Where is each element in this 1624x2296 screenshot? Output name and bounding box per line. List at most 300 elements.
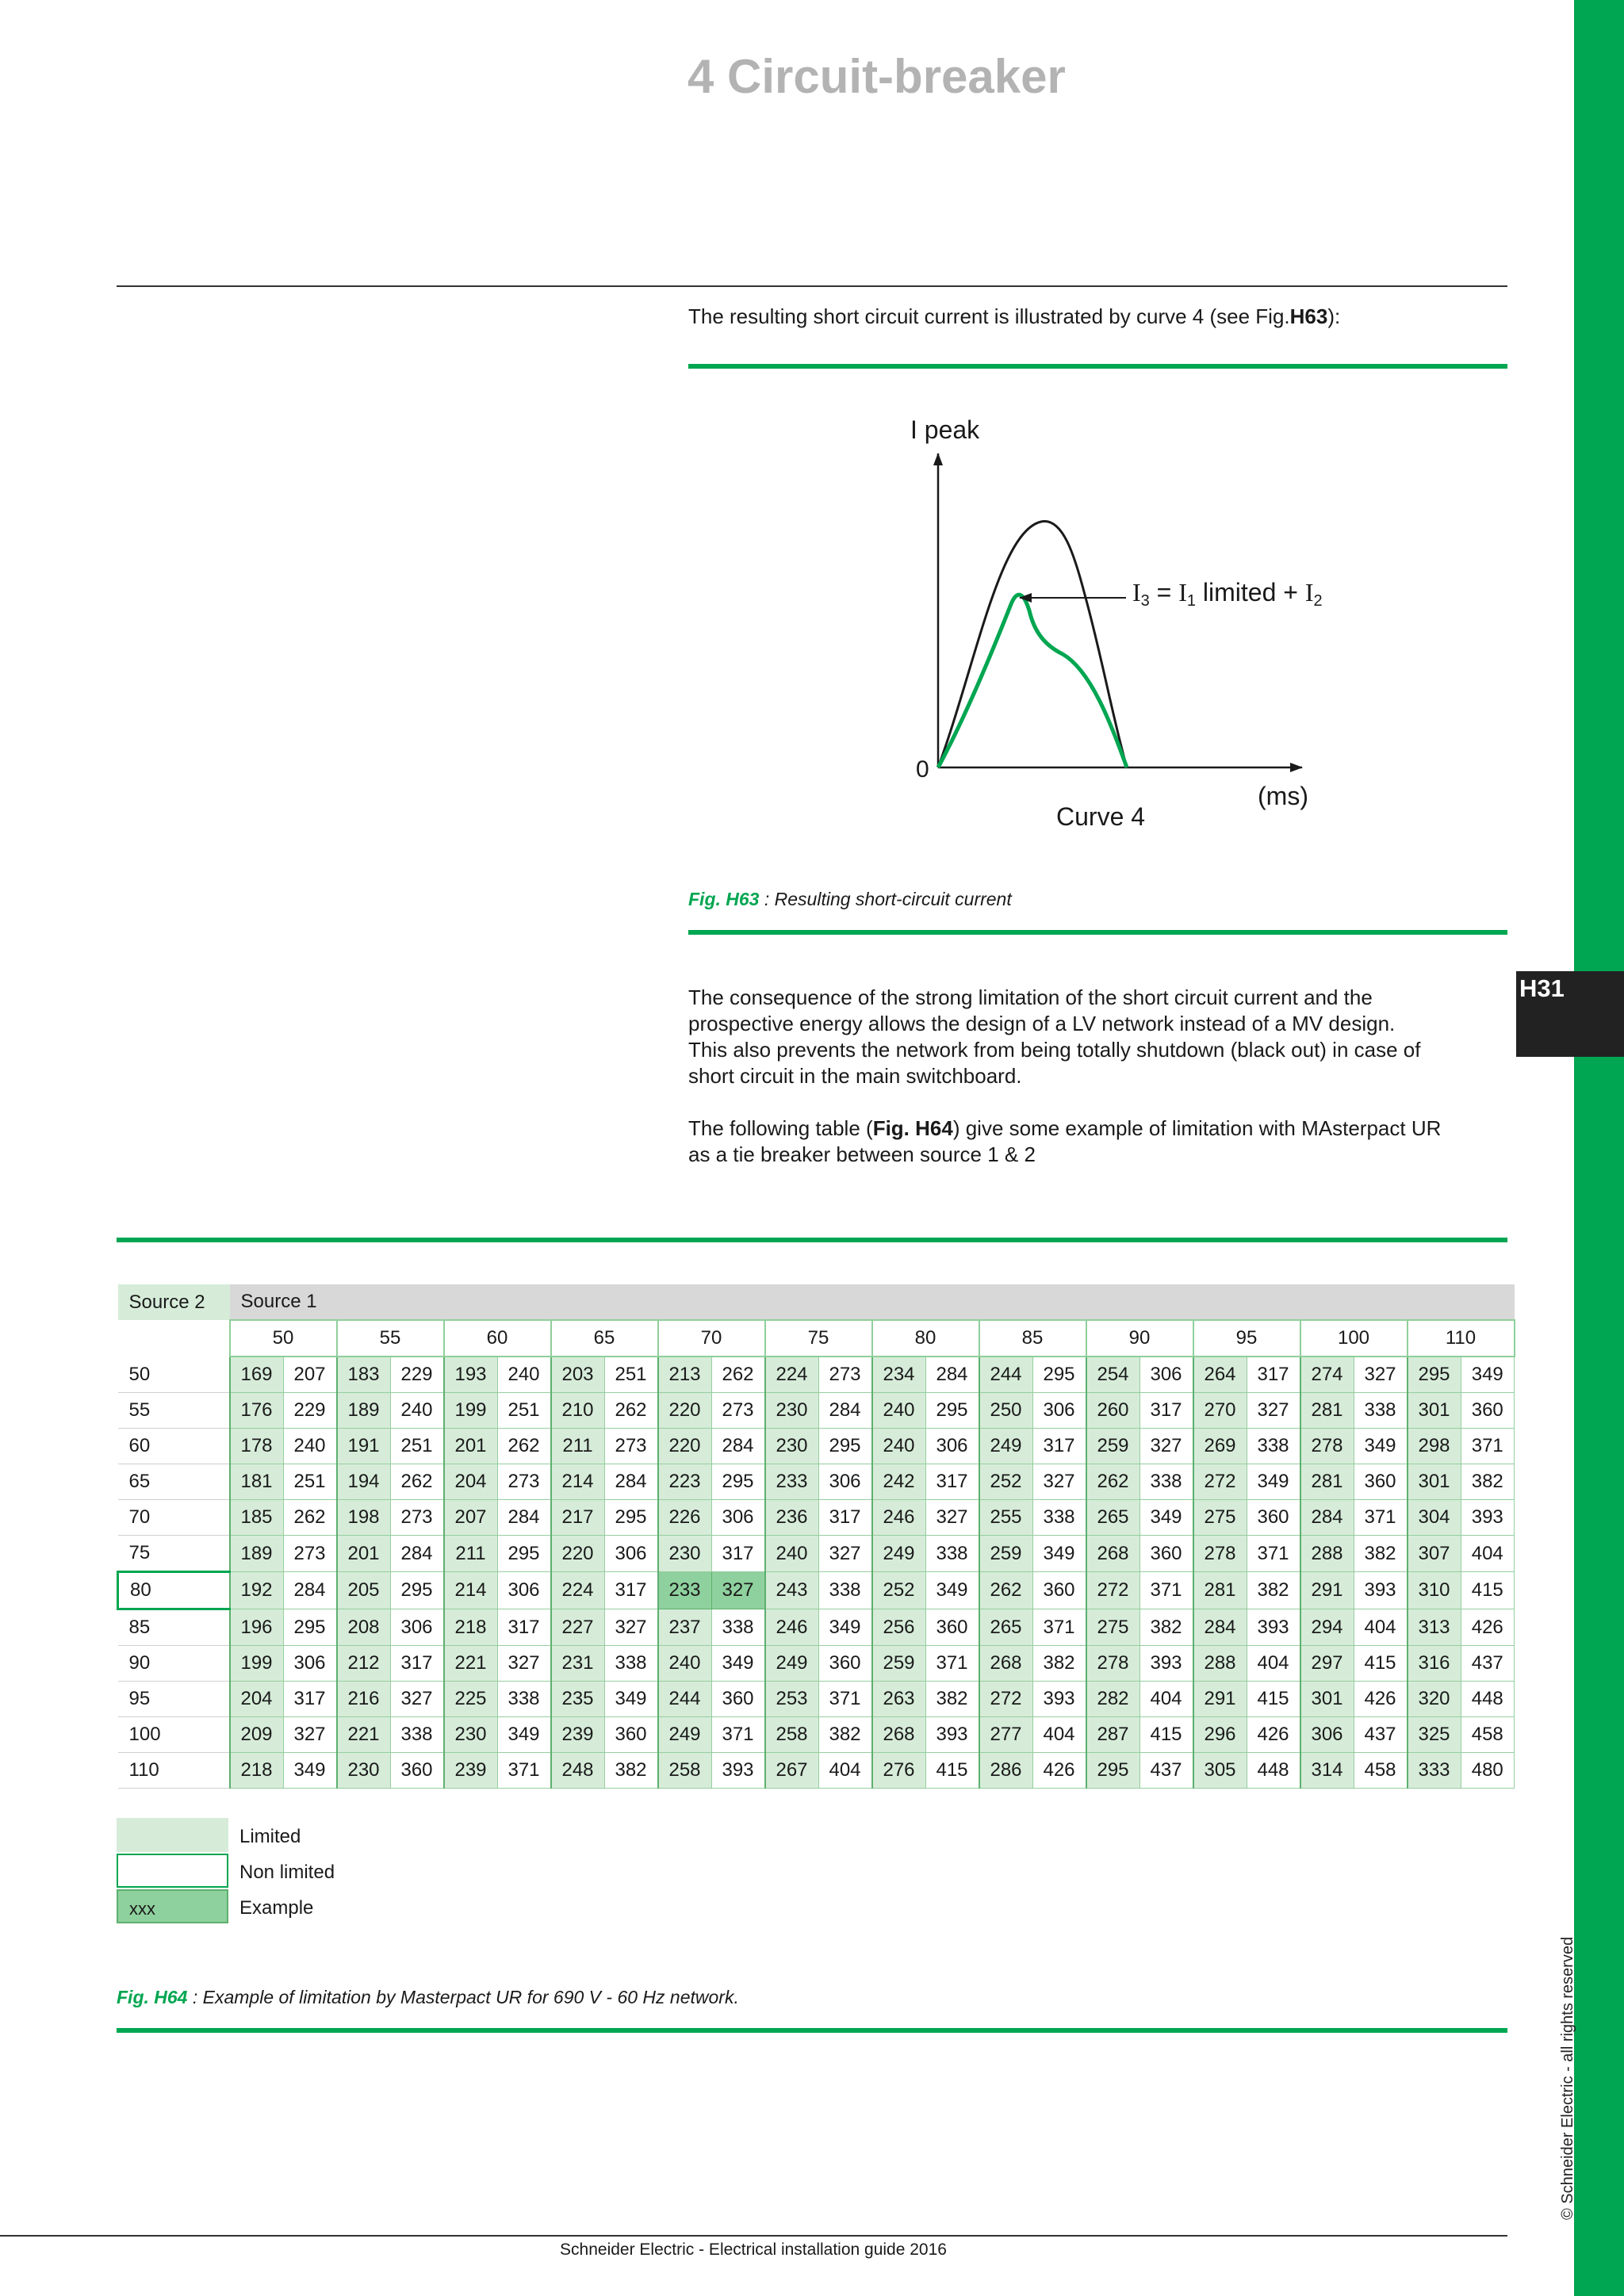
page-number-tab (1516, 971, 1624, 1057)
table-cell: 268 (979, 1646, 1033, 1682)
table-cell: 272 (1086, 1572, 1140, 1609)
table-cell: 415 (1139, 1717, 1193, 1753)
table-cell: 227 (551, 1609, 605, 1646)
table-cell: 240 (658, 1646, 712, 1682)
table-cell: 210 (551, 1393, 605, 1429)
table-cell: 371 (711, 1717, 765, 1753)
row-header: 85 (118, 1609, 230, 1646)
table-cell: 338 (925, 1536, 979, 1572)
table-cell: 371 (1032, 1609, 1086, 1646)
table-cell: 284 (497, 1500, 551, 1536)
table-cell: 393 (1139, 1646, 1193, 1682)
table-cell: 262 (283, 1500, 337, 1536)
table-cell: 262 (711, 1357, 765, 1393)
table-cell: 281 (1193, 1572, 1247, 1609)
table-cell: 224 (551, 1572, 605, 1609)
table-cell: 278 (1300, 1429, 1354, 1464)
column-header: 75 (765, 1320, 872, 1357)
column-header: 70 (658, 1320, 765, 1357)
table-cell: 249 (979, 1429, 1033, 1464)
table-cell: 295 (1086, 1753, 1140, 1789)
table-cell: 327 (390, 1682, 444, 1717)
table-cell: 437 (1139, 1753, 1193, 1789)
table-cell: 371 (1354, 1500, 1408, 1536)
table-cell: 251 (283, 1464, 337, 1500)
table-cell: 338 (604, 1646, 658, 1682)
table-cell: 273 (818, 1357, 872, 1393)
table-cell: 189 (230, 1536, 284, 1572)
table-cell: 298 (1408, 1429, 1461, 1464)
table-cell: 209 (230, 1717, 284, 1753)
table-cell: 254 (1086, 1357, 1140, 1393)
table-cell: 349 (925, 1572, 979, 1609)
row-header: 75 (118, 1536, 230, 1572)
table-cell: 404 (818, 1753, 872, 1789)
table-cell: 291 (1300, 1572, 1354, 1609)
intro-paragraph: The resulting short circuit current is illustrated by curve 4 (see Fig.H63): (688, 304, 1341, 328)
table-row (118, 1464, 1515, 1500)
table-cell: 287 (1086, 1717, 1140, 1753)
table-cell: 259 (872, 1646, 926, 1682)
table-cell: 221 (444, 1646, 498, 1682)
table-cell: 327 (283, 1717, 337, 1753)
table-cell: 218 (230, 1753, 284, 1789)
table-cell: 393 (1032, 1682, 1086, 1717)
table-cell: 338 (818, 1572, 872, 1609)
table-cell: 437 (1354, 1717, 1408, 1753)
table-cell: 393 (1354, 1572, 1408, 1609)
table-cell: 327 (497, 1646, 551, 1682)
table-cell: 207 (444, 1500, 498, 1536)
table-row (118, 1536, 1515, 1572)
table-cell: 349 (1032, 1536, 1086, 1572)
table-cell: 317 (390, 1646, 444, 1682)
table-cell: 349 (283, 1753, 337, 1789)
table-cell: 301 (1408, 1393, 1461, 1429)
table-cell: 207 (283, 1357, 337, 1393)
table-cell: 234 (872, 1357, 926, 1393)
table-cell: 196 (230, 1609, 284, 1646)
table-cell: 382 (1461, 1464, 1515, 1500)
table-cell: 297 (1300, 1646, 1354, 1682)
table-cell: 201 (337, 1536, 391, 1572)
example-cell: 233 (658, 1572, 712, 1609)
table-cell: 185 (230, 1500, 284, 1536)
table-cell: 349 (818, 1609, 872, 1646)
column-header: 60 (444, 1320, 551, 1357)
figure1-caption: Fig. H63 : Resulting short-circuit current (688, 889, 1012, 909)
table-cell: 325 (1408, 1717, 1461, 1753)
table-cell: 214 (551, 1464, 605, 1500)
table-cell: 269 (1193, 1429, 1247, 1464)
table-cell: 295 (390, 1572, 444, 1609)
table-cell: 360 (390, 1753, 444, 1789)
table-row (118, 1393, 1515, 1429)
table-cell: 317 (604, 1572, 658, 1609)
green-side-bar (1574, 0, 1624, 2296)
table-cell: 382 (604, 1753, 658, 1789)
table-cell: 275 (1086, 1609, 1140, 1646)
table-cell: 314 (1300, 1753, 1354, 1789)
table-cell: 251 (604, 1357, 658, 1393)
table-top-rule (117, 1238, 1507, 1242)
prospective-current-curve (938, 521, 1127, 767)
table-cell: 306 (818, 1464, 872, 1500)
table-cell: 415 (1461, 1572, 1515, 1609)
y-axis-label: I peak (910, 415, 980, 444)
table-cell: 393 (1461, 1500, 1515, 1536)
table-cell: 360 (1139, 1536, 1193, 1572)
table-cell: 437 (1461, 1646, 1515, 1682)
table-cell: 231 (551, 1646, 605, 1682)
table-cell: 282 (1086, 1682, 1140, 1717)
table-cell: 304 (1408, 1500, 1461, 1536)
table-cell: 240 (390, 1393, 444, 1429)
table-cell: 393 (1247, 1609, 1300, 1646)
table-cell: 317 (1032, 1429, 1086, 1464)
figure1-top-rule (688, 364, 1507, 369)
column-header-row (118, 1320, 1515, 1357)
table-cell: 230 (765, 1429, 819, 1464)
table-cell: 194 (337, 1464, 391, 1500)
table-row (118, 1717, 1515, 1753)
table-cell: 265 (979, 1609, 1033, 1646)
table-cell: 268 (1086, 1536, 1140, 1572)
table-cell: 249 (765, 1646, 819, 1682)
table-row (118, 1646, 1515, 1682)
table-cell: 327 (925, 1500, 979, 1536)
example-cell: 327 (711, 1572, 765, 1609)
table-cell: 204 (230, 1682, 284, 1717)
table-cell: 252 (872, 1572, 926, 1609)
table-cell: 217 (551, 1500, 605, 1536)
table-cell: 404 (1032, 1717, 1086, 1753)
limited-swatch (117, 1818, 228, 1852)
table-cell: 267 (765, 1753, 819, 1789)
table-cell: 220 (658, 1429, 712, 1464)
row-header: 55 (118, 1393, 230, 1429)
source1-header: Source 1 (230, 1284, 1515, 1320)
table-cell: 268 (872, 1717, 926, 1753)
table-cell: 307 (1408, 1536, 1461, 1572)
table-cell: 221 (337, 1717, 391, 1753)
table-cell: 371 (818, 1682, 872, 1717)
table-cell: 327 (818, 1536, 872, 1572)
table-cell: 349 (497, 1717, 551, 1753)
table-cell: 244 (979, 1357, 1033, 1393)
table-cell: 251 (497, 1393, 551, 1429)
table-cell: 286 (979, 1753, 1033, 1789)
table-cell: 237 (658, 1609, 712, 1646)
table-cell: 415 (1354, 1646, 1408, 1682)
table-cell: 273 (711, 1393, 765, 1429)
row-header: 95 (118, 1682, 230, 1717)
table-cell: 382 (818, 1717, 872, 1753)
table-cell: 211 (551, 1429, 605, 1464)
annotation-label: I3 = I1 limited + I2 (1132, 578, 1323, 610)
table-cell: 316 (1408, 1646, 1461, 1682)
table-cell: 448 (1247, 1753, 1300, 1789)
table-cell: 258 (658, 1753, 712, 1789)
origin-label: 0 (916, 756, 929, 783)
table-cell: 338 (1247, 1429, 1300, 1464)
table-cell: 259 (1086, 1429, 1140, 1464)
table-cell: 240 (872, 1429, 926, 1464)
table-cell: 250 (979, 1393, 1033, 1429)
table-cell: 320 (1408, 1682, 1461, 1717)
table-cell: 242 (872, 1464, 926, 1500)
table-cell: 258 (765, 1717, 819, 1753)
table-cell: 306 (1139, 1357, 1193, 1393)
table-cell: 426 (1461, 1609, 1515, 1646)
table-cell: 448 (1461, 1682, 1515, 1717)
table-cell: 327 (1139, 1429, 1193, 1464)
table-cell: 338 (390, 1717, 444, 1753)
table-cell: 262 (1086, 1464, 1140, 1500)
table-cell: 349 (1354, 1429, 1408, 1464)
table-cell: 273 (283, 1536, 337, 1572)
column-header: 65 (551, 1320, 658, 1357)
table-cell: 249 (872, 1536, 926, 1572)
table-cell: 193 (444, 1357, 498, 1393)
table-cell: 201 (444, 1429, 498, 1464)
table-cell: 255 (979, 1500, 1033, 1536)
table-cell: 225 (444, 1682, 498, 1717)
column-header: 80 (872, 1320, 979, 1357)
table-cell: 317 (497, 1609, 551, 1646)
table-cell: 349 (1247, 1464, 1300, 1500)
page-number: H31 (1519, 974, 1565, 1002)
table-cell: 208 (337, 1609, 391, 1646)
table-cell: 262 (390, 1464, 444, 1500)
table-cell: 295 (1408, 1357, 1461, 1393)
table-cell: 233 (765, 1464, 819, 1500)
table-cell: 212 (337, 1646, 391, 1682)
table-cell: 306 (604, 1536, 658, 1572)
table-cell: 382 (925, 1682, 979, 1717)
table-cell: 404 (1354, 1609, 1408, 1646)
table-cell: 426 (1032, 1753, 1086, 1789)
table-cell: 306 (711, 1500, 765, 1536)
limitation-table (117, 1284, 1515, 1789)
table-cell: 371 (925, 1646, 979, 1682)
row-header: 50 (118, 1357, 230, 1393)
table-cell: 273 (497, 1464, 551, 1500)
table-cell: 259 (979, 1536, 1033, 1572)
table-cell: 226 (658, 1500, 712, 1536)
column-header: 50 (230, 1320, 337, 1357)
table-cell: 382 (1139, 1609, 1193, 1646)
table-cell: 382 (1032, 1646, 1086, 1682)
table-cell: 284 (1193, 1609, 1247, 1646)
table-cell: 360 (1032, 1572, 1086, 1609)
table-cell: 220 (658, 1393, 712, 1429)
table-cell: 426 (1354, 1682, 1408, 1717)
row-header: 80 (118, 1572, 230, 1609)
table-cell: 284 (1300, 1500, 1354, 1536)
table-cell: 274 (1300, 1357, 1354, 1393)
table-cell: 239 (551, 1717, 605, 1753)
table-cell: 301 (1408, 1464, 1461, 1500)
table-cell: 360 (604, 1717, 658, 1753)
table-cell: 211 (444, 1536, 498, 1572)
table-cell: 248 (551, 1753, 605, 1789)
table-row (118, 1357, 1515, 1393)
table-cell: 327 (1247, 1393, 1300, 1429)
table-cell: 288 (1193, 1646, 1247, 1682)
table-cell: 382 (1354, 1536, 1408, 1572)
table-cell: 214 (444, 1572, 498, 1609)
table-cell: 230 (444, 1717, 498, 1753)
table-cell: 306 (390, 1609, 444, 1646)
table-cell: 284 (711, 1429, 765, 1464)
table-intro-paragraph: The following table (Fig. H64) give some example of limitation with MAsterpact UR as a tie breaker between source 1 & 2 (688, 1116, 1442, 1166)
table-cell: 224 (765, 1357, 819, 1393)
table-cell: 262 (979, 1572, 1033, 1609)
table-cell: 458 (1461, 1717, 1515, 1753)
table-cell: 360 (818, 1646, 872, 1682)
table-cell: 317 (818, 1500, 872, 1536)
table-cell: 236 (765, 1500, 819, 1536)
table-cell: 249 (658, 1717, 712, 1753)
table-cell: 295 (283, 1609, 337, 1646)
table-cell: 253 (765, 1682, 819, 1717)
row-header: 60 (118, 1429, 230, 1464)
table-cell: 294 (1300, 1609, 1354, 1646)
table-cell: 317 (711, 1536, 765, 1572)
table-cell: 327 (1354, 1357, 1408, 1393)
table-cell: 251 (390, 1429, 444, 1464)
column-header: 90 (1086, 1320, 1193, 1357)
table-cell: 252 (979, 1464, 1033, 1500)
column-header: 55 (337, 1320, 444, 1357)
table-cell: 191 (337, 1429, 391, 1464)
table-cell: 204 (444, 1464, 498, 1500)
table-cell: 404 (1247, 1646, 1300, 1682)
table-row (118, 1500, 1515, 1536)
table-cell: 246 (765, 1609, 819, 1646)
table-cell: 272 (979, 1682, 1033, 1717)
table-cell: 382 (1247, 1572, 1300, 1609)
table-cell: 415 (1247, 1682, 1300, 1717)
table-cell: 371 (1139, 1572, 1193, 1609)
row-header: 100 (118, 1717, 230, 1753)
table-cell: 338 (711, 1609, 765, 1646)
table-cell: 230 (658, 1536, 712, 1572)
table-cell: 306 (925, 1429, 979, 1464)
table-cell: 273 (390, 1500, 444, 1536)
table-cell: 213 (658, 1357, 712, 1393)
table-cell: 243 (765, 1572, 819, 1609)
table-cell: 192 (230, 1572, 284, 1609)
table-row (118, 1753, 1515, 1789)
table-cell: 272 (1193, 1464, 1247, 1500)
table-cell: 317 (283, 1682, 337, 1717)
table-cell: 360 (1247, 1500, 1300, 1536)
column-header: 100 (1300, 1320, 1408, 1357)
table-cell: 277 (979, 1717, 1033, 1753)
table-cell: 295 (604, 1500, 658, 1536)
table-cell: 371 (497, 1753, 551, 1789)
table-cell: 393 (925, 1717, 979, 1753)
table-cell: 281 (1300, 1393, 1354, 1429)
table-cell: 313 (1408, 1609, 1461, 1646)
table-cell: 338 (497, 1682, 551, 1717)
figure2-bottom-rule (117, 2028, 1507, 2033)
table-cell: 360 (1354, 1464, 1408, 1500)
table-cell: 270 (1193, 1393, 1247, 1429)
table-cell: 404 (1461, 1536, 1515, 1572)
table-cell: 240 (765, 1536, 819, 1572)
table-cell: 360 (711, 1682, 765, 1717)
table-row (118, 1609, 1515, 1646)
short-circuit-current-figure (872, 396, 1348, 856)
table-cell: 262 (604, 1393, 658, 1429)
table-cell: 260 (1086, 1393, 1140, 1429)
table-cell: 265 (1086, 1500, 1140, 1536)
table-cell: 273 (604, 1429, 658, 1464)
column-header: 95 (1193, 1320, 1300, 1357)
non-limited-swatch (117, 1854, 228, 1888)
table-cell: 327 (1032, 1464, 1086, 1500)
column-header: 110 (1408, 1320, 1515, 1357)
table-cell: 301 (1300, 1682, 1354, 1717)
table-cell: 275 (1193, 1500, 1247, 1536)
table-cell: 371 (1461, 1429, 1515, 1464)
table-cell: 199 (444, 1393, 498, 1429)
table-cell: 229 (283, 1393, 337, 1429)
source2-header: Source 2 (118, 1284, 230, 1320)
table-cell: 291 (1193, 1682, 1247, 1717)
table-cell: 458 (1354, 1753, 1408, 1789)
table-cell: 203 (551, 1357, 605, 1393)
table-cell: 223 (658, 1464, 712, 1500)
table-cell: 198 (337, 1500, 391, 1536)
table-cell: 176 (230, 1393, 284, 1429)
table-cell: 349 (604, 1682, 658, 1717)
table-cell: 310 (1408, 1572, 1461, 1609)
table-cell: 338 (1032, 1500, 1086, 1536)
table-cell: 244 (658, 1682, 712, 1717)
table-cell: 327 (604, 1609, 658, 1646)
table-cell: 360 (925, 1609, 979, 1646)
table-cell: 199 (230, 1646, 284, 1682)
table-cell: 295 (497, 1536, 551, 1572)
table-cell: 278 (1193, 1536, 1247, 1572)
table-cell: 230 (765, 1393, 819, 1429)
table-cell: 306 (497, 1572, 551, 1609)
column-header: 85 (979, 1320, 1086, 1357)
table-cell: 178 (230, 1429, 284, 1464)
table-cell: 284 (390, 1536, 444, 1572)
table-cell: 229 (390, 1357, 444, 1393)
table-cell: 333 (1408, 1753, 1461, 1789)
table-row (118, 1682, 1515, 1717)
table-cell: 240 (872, 1393, 926, 1429)
table-cell: 276 (872, 1753, 926, 1789)
table-cell: 239 (444, 1753, 498, 1789)
table-cell: 246 (872, 1500, 926, 1536)
table-cell: 480 (1461, 1753, 1515, 1789)
table-cell: 218 (444, 1609, 498, 1646)
header-rule (117, 285, 1507, 287)
table-cell: 295 (1032, 1357, 1086, 1393)
table-row (118, 1429, 1515, 1464)
table-cell: 281 (1300, 1464, 1354, 1500)
row-header: 90 (118, 1646, 230, 1682)
row-header: 65 (118, 1464, 230, 1500)
table-cell: 371 (1247, 1536, 1300, 1572)
